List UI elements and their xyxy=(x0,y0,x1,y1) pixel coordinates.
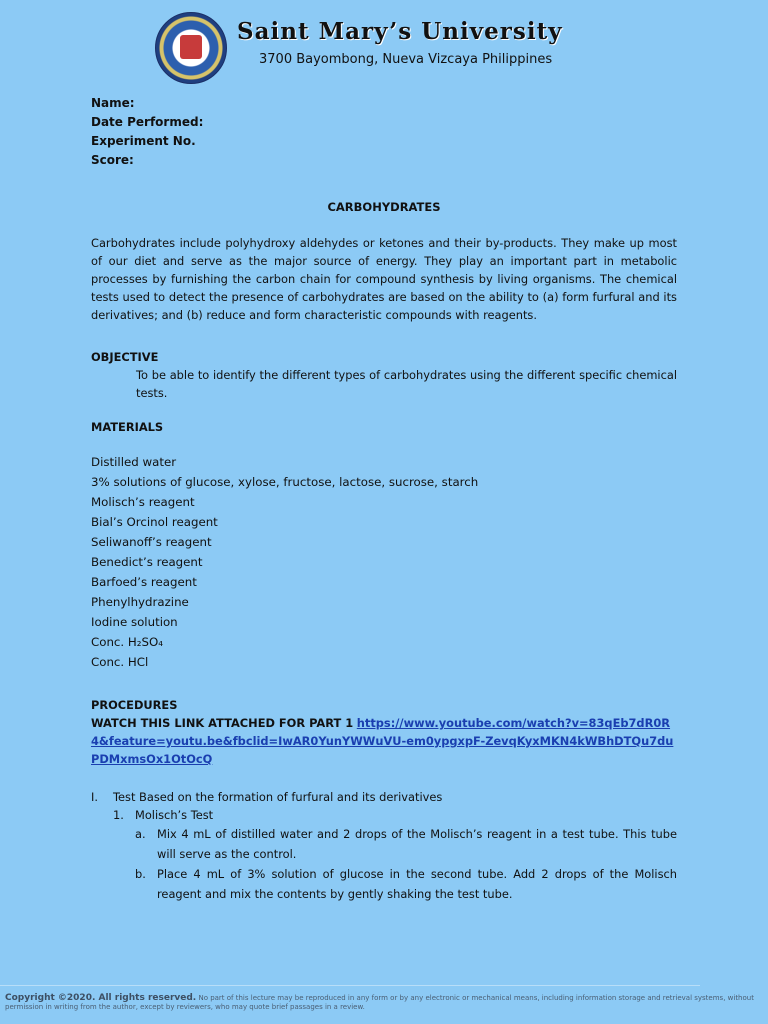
score-label: Score: xyxy=(91,153,134,167)
step-label: b. xyxy=(135,867,146,881)
name-field-label: Name: xyxy=(91,96,135,110)
university-seal-icon xyxy=(155,12,227,84)
material-item: Benedict’s reagent xyxy=(91,555,203,569)
material-item: Barfoed’s reagent xyxy=(91,575,197,589)
material-item: 3% solutions of glucose, xylose, fructose, lactose, sucrose, starch xyxy=(91,475,479,489)
experiment-no-label: Experiment No. xyxy=(91,134,196,148)
copyright-text: Copyright ©2020. All rights reserved. xyxy=(5,993,197,1003)
test-number: 1. xyxy=(113,808,124,822)
procedure-step xyxy=(91,824,677,864)
objective-text: To be able to identify the different types of carbohydrates using the different specific chemical tests. xyxy=(136,368,677,400)
material-item: Iodine solution xyxy=(91,615,178,629)
university-name: Saint Mary’s University xyxy=(237,18,563,45)
letterhead xyxy=(155,12,755,82)
material-item: Seliwanoff’s reagent xyxy=(91,535,212,549)
step-label: a. xyxy=(135,827,146,841)
material-item: Distilled water xyxy=(91,455,177,469)
materials-list xyxy=(91,452,677,672)
objective-heading: OBJECTIVE xyxy=(91,350,159,364)
test-heading xyxy=(91,806,677,824)
section-heading xyxy=(91,788,677,806)
date-performed-label: Date Performed: xyxy=(91,115,204,129)
copyright-footer xyxy=(0,993,768,1024)
test-title: Molisch’s Test xyxy=(135,808,214,822)
document-title: CARBOHYDRATES xyxy=(327,200,441,214)
footer-divider xyxy=(0,985,700,986)
watch-link-label: WATCH THIS LINK ATTACHED FOR PART 1 xyxy=(91,716,354,730)
section-number: I. xyxy=(91,790,98,804)
material-item: Conc. H₂SO₄ xyxy=(91,635,164,649)
procedures-heading: PROCEDURES xyxy=(91,698,178,712)
material-item: Bial’s Orcinol reagent xyxy=(91,515,218,529)
section-title: Test Based on the formation of furfural and its derivatives xyxy=(113,790,443,804)
copyright-notice: No part of this lecture may be reproduced in any form or by any electronic or mechanical means, including information storage and retrieval systems, without permission in writing from the author, except by reviewers, who may quote brief passages in a review. xyxy=(5,994,754,1011)
university-address: 3700 Bayombong, Nueva Vizcaya Philippines xyxy=(259,52,553,67)
materials-heading: MATERIALS xyxy=(91,420,164,434)
material-item: Phenylhydrazine xyxy=(91,595,189,609)
procedure-step xyxy=(91,864,677,904)
document-body xyxy=(91,94,677,904)
youtube-link[interactable]: https://www.youtube.com/watch?v=83qEb7dR0R4&feature=youtu.be&fbclid=IwAR0YunYWWuVU-em0ypgxpF-ZevqKyxMKN4kWBhDTQu7duPDMxmsOx1OtOcQ xyxy=(91,716,674,766)
material-item: Conc. HCl xyxy=(91,655,149,669)
watch-link-line xyxy=(91,714,677,768)
intro-paragraph: Carbohydrates include polyhydroxy aldehydes or ketones and their by-products. They make up most of our diet and serve as the major source of energy. They play an important part in metabolic processes by furnishing the carbon chain for compound synthesis by living organisms. The chemical tests used to detect the presence of carbohydrates are based on the ability to (a) form furfural and its derivatives; and (b) reduce and form characteristic compounds with reagents. xyxy=(91,236,677,322)
material-item: Molisch’s reagent xyxy=(91,495,195,509)
step-text: Mix 4 mL of distilled water and 2 drops of the Molisch’s reagent in a test tube. This tube will serve as the control. xyxy=(157,827,677,861)
step-text: Place 4 mL of 3% solution of glucose in the second tube. Add 2 drops of the Molisch reagent and mix the contents by gently shaking the test tube. xyxy=(157,867,677,901)
